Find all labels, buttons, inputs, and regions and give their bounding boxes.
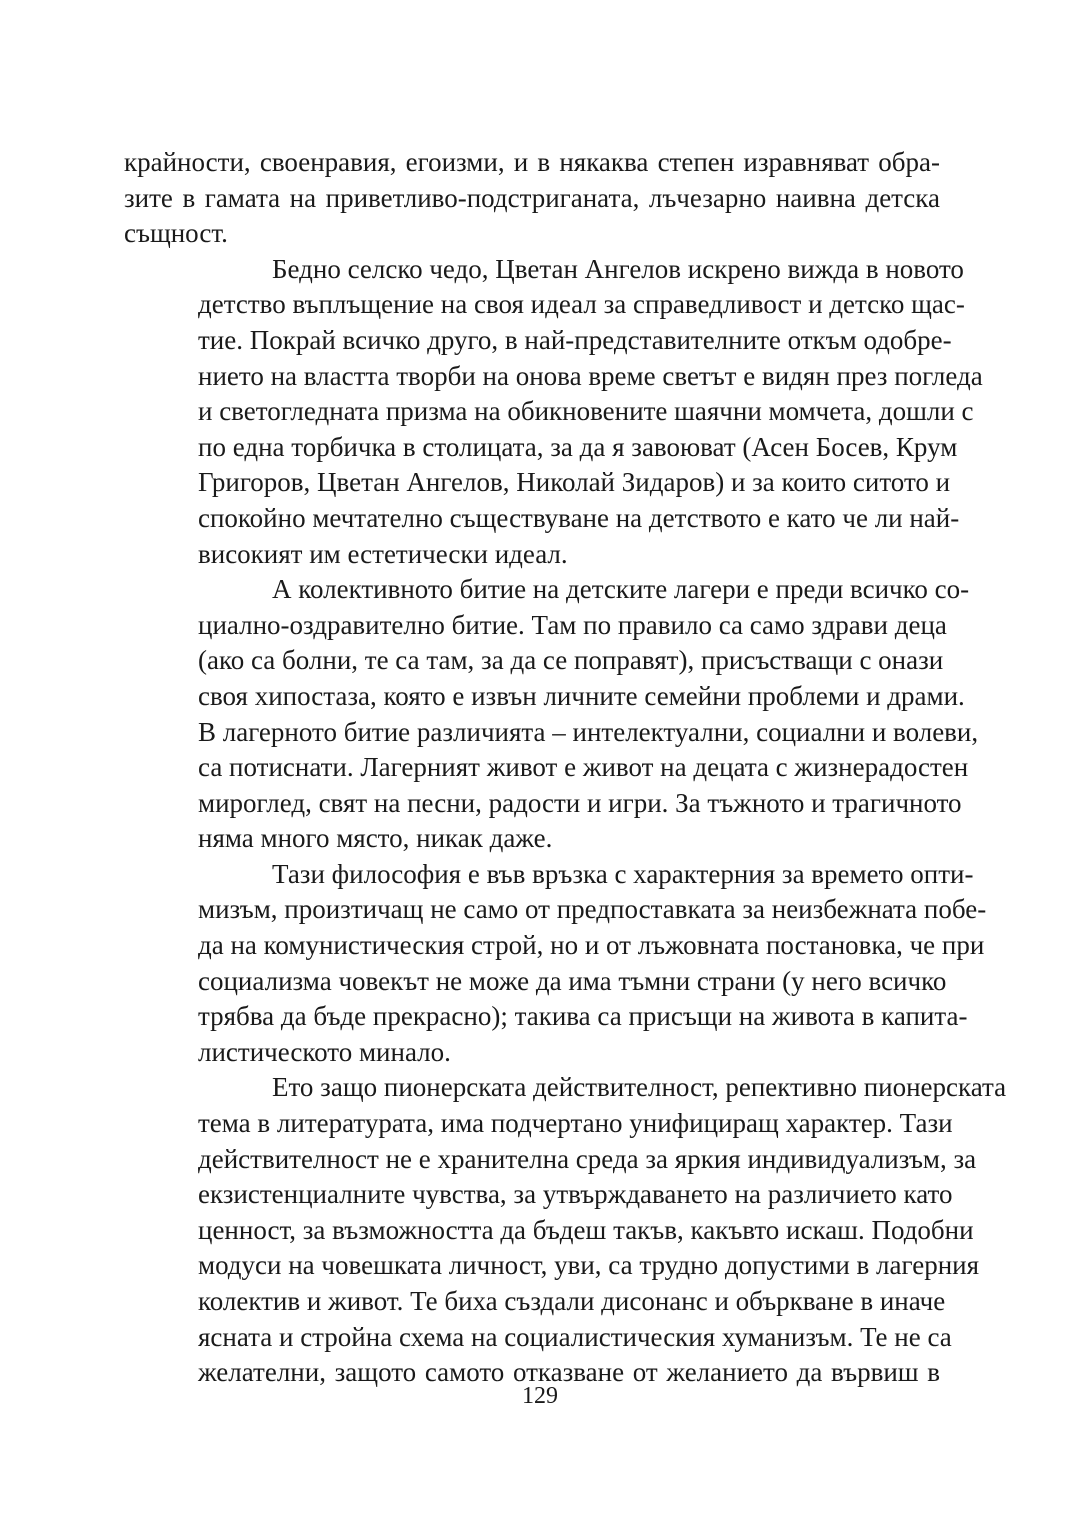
text-line: няма много място, никак даже. [198,823,553,854]
text-line: ценност, за възможността да бъдеш такъв, какъвто искаш. Подобни [198,1214,974,1245]
text-line: мизъм, произтичащ не само от предпоставката за неизбежната побе- [198,894,987,925]
text-line: тема в литературата, има подчертано унифициращ характер. Тази [198,1108,953,1139]
text-line: Ето защо пионерската действителност, репективно пионерската [272,1072,1007,1103]
text-line: В лагерното битие различията – интелектуални, социални и волеви, [198,716,979,747]
text-line: (ако са болни, те са там, за да се поправят), присъстващи с онази [198,645,944,676]
text-line: екзистенциалните чувства, за утвърждаването на различието като [198,1179,953,1210]
text-line: са потиснати. Лагерният живот е живот на децата с жизнерадостен [198,752,969,783]
text-line: желателни, защото самото отказване от желанието да вървиш в [198,1357,940,1388]
text-line: и светогледната призма на обикновените шаячни момчета, дошли с [198,396,974,427]
paragraph [124,857,987,1071]
text-line: спокойно мечтателно съществуване на детството е като че ли най- [198,502,960,533]
page-number: 129 [522,1383,558,1409]
text-line: А колективното битие на детските лагери е преди всичко со- [272,574,970,605]
text-line: Тази философия е във връзка с характерния за времето опти- [272,858,974,889]
text-line: циално-оздравително битие. Там по правило са само здрави деца [198,609,947,640]
text-line: социализма човекът не може да има тъмни страни (у него всичко [198,965,947,996]
text-line: Григоров, Цветан Ангелов, Николай Зидаров) и за които ситото и [198,467,951,498]
paragraph [124,145,940,252]
text-line: детство въплъщение на своя идеал за справедливост и детско щас- [198,289,965,320]
text-line: листическото минало. [198,1036,451,1067]
text-line: своя хипостаза, която е извън личните семейни проблеми и драми. [198,680,965,711]
text-line: модуси на човешката личност, уви, са трудно допустими в лагерния [198,1250,980,1281]
text-line: тие. Покрай всичко друго, в най-представителните откъм одобре- [198,324,952,355]
paragraph [124,1070,1007,1390]
text-line: зите в гамата на приветливо-подстриганата, лъчезарно наивна детска [124,182,940,213]
text-line: действителност не е хранителна среда за яркия индивидуализъм, за [198,1143,977,1174]
text-line: нието на властта творби на онова време светът е видян през погледа [198,360,983,391]
text-line: трябва да бъде прекрасно); такива са присъщи на живота в капита- [198,1001,968,1032]
text-line: мироглед, свят на песни, радости и игри. За тъжното и трагичното [198,787,962,818]
text-line: по една торбичка в столицата, за да я завоюват (Асен Босев, Крум [198,431,958,462]
text-line: същност. [124,218,228,249]
text-line: крайности, своенравия, егоизми, и в някаква степен изравняват обра- [124,147,940,177]
paragraph [124,572,979,857]
text-line: Бедно селско чедо, Цветан Ангелов искрено вижда в новото [272,253,964,284]
text-line: колектив и живот. Те биха създали дисонанс и объркване в иначе [198,1286,946,1316]
text-line: високият им естетически идеал. [198,538,568,569]
text-line: да на комунистическия строй, но и от лъжовната постановка, че при [198,930,985,961]
body-text [124,145,1007,1391]
paragraph [124,252,983,572]
text-line: ясната и стройна схема на социалистическия хуманизъм. Те не са [198,1321,952,1352]
